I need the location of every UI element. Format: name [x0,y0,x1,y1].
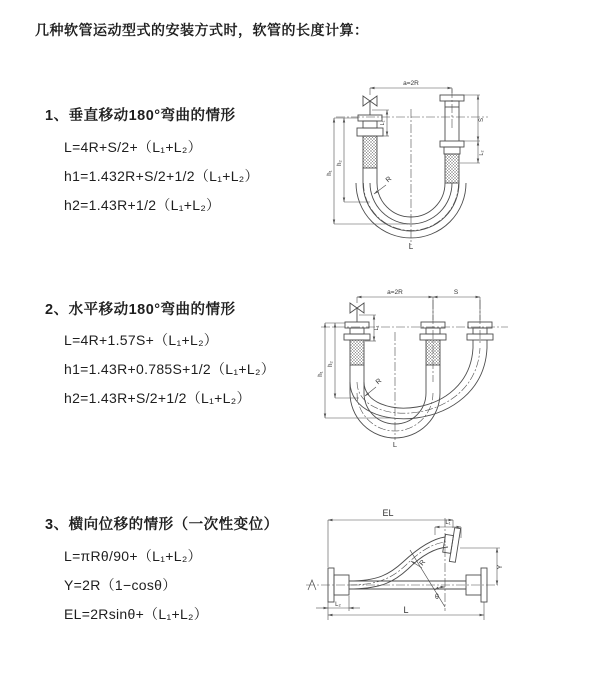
label-s: S [479,117,485,123]
section-2-formulas [64,326,275,413]
section-2-heading: 2、水平移动180°弯曲的情形 [45,302,236,318]
label-l1: L₁ [445,520,451,526]
diagram-vertical-180-bend [308,73,593,255]
section-3-heading: 3、横向位移的情形（一次性变位） [45,517,279,533]
label-l: L [403,605,409,615]
pipe-axis [306,580,498,590]
section-3-formulas [64,542,208,629]
dimension-h [325,323,395,418]
label-r: R [374,377,384,387]
formula-3-L: L=πRθ/90+（L₁+L₂） [64,548,202,564]
formula-1-h1: h1=1.432R+S/2+1/2（L₁+L₂） [64,168,259,184]
label-l2: L₂ [479,150,485,156]
center-lines [321,300,508,440]
hose-u-position-2 [350,348,487,419]
dimension-a2r [370,88,452,95]
upper-flange [441,526,460,562]
theta-construction [410,518,445,611]
label-h1: h₁ [327,170,333,176]
diagram-lateral-displacement [298,503,600,648]
valve-icon [363,96,377,115]
label-l1: L₁ [380,120,386,126]
formula-3-Y: Y=2R（1−cosθ） [64,577,177,593]
label-h1: h₁ [318,371,324,377]
section-1-formulas [64,133,259,220]
formula-2-h2: h2=1.43R+S/2+1/2（L₁+L₂） [64,390,251,406]
label-l: L [392,440,398,449]
diagram-horizontal-180-bend [303,282,600,454]
dimension-h [334,118,408,224]
valve-icon [350,303,364,322]
label-s: S [453,289,459,296]
label-y: Y [497,564,504,570]
label-r: R [418,558,428,568]
formula-2-h1: h1=1.43R+0.785S+1/2（L₁+L₂） [64,361,275,377]
formula-2-L: L=4R+1.57S+（L₁+L₂） [64,332,219,348]
label-r: R [384,175,394,185]
radius-leader [374,185,386,194]
label-l: L [408,242,414,251]
section-1-heading: 1、垂直移动180°弯曲的情形 [45,108,236,124]
label-h2: h₂ [328,361,334,367]
pipe-fittings [344,322,493,365]
label-el: EL [382,508,394,518]
label-a2r: a=2R [403,80,419,87]
label-l1: L₁ [374,325,380,331]
label-l2: L₂ [335,602,341,608]
formula-3-EL: EL=2Rsinθ+（L₁+L₂） [64,606,209,622]
dimension-a2r-s [357,297,480,320]
radius-leader [365,387,376,396]
dimension-el [328,520,453,567]
formula-1-h2: h2=1.43R+1/2（L₁+L₂） [64,197,221,213]
formula-1-L: L=4R+S/2+（L₁+L₂） [64,139,202,155]
center-lines [336,89,488,245]
label-a2r: a=2R [387,289,403,296]
label-h2: h₂ [337,160,343,166]
dimension-l1 [435,527,461,538]
page-title: 几种软管运动型式的安装方式时，软管的长度计算： [35,22,369,38]
dimension-s-l2 [454,95,480,163]
label-theta: θ [435,594,439,601]
